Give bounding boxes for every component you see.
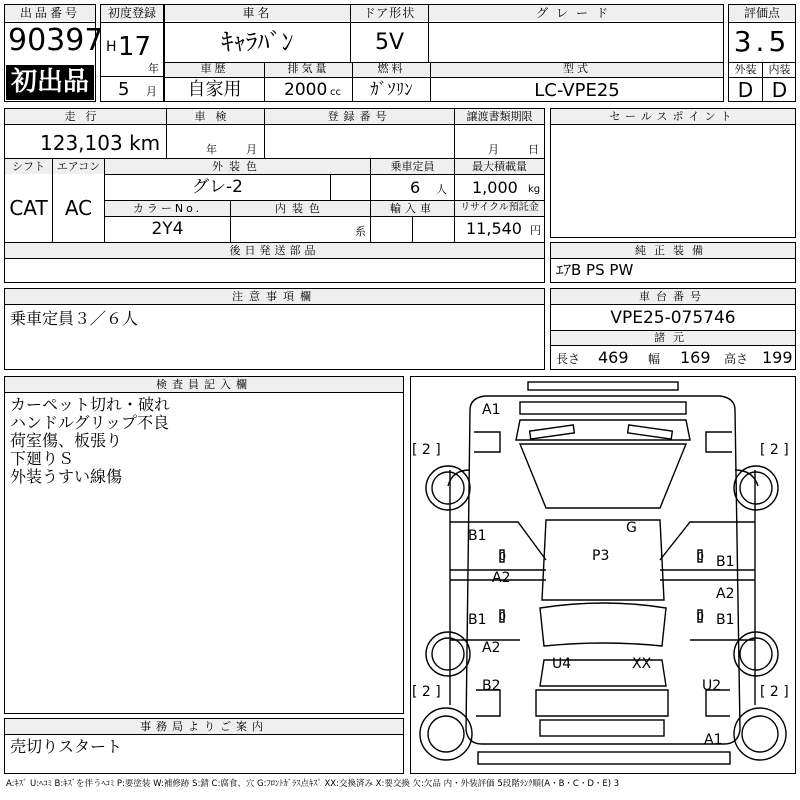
capacity-unit: 人	[436, 183, 447, 196]
damage-mark-b1-left-front: B1	[468, 528, 487, 544]
tire-mark-front-right: [ 2 ]	[760, 442, 789, 458]
handle-mark: 0	[499, 550, 506, 563]
exterior-color-value: グレ-2	[192, 177, 243, 197]
capacity-value: 6	[410, 178, 421, 197]
grade-label: グレード	[429, 5, 723, 21]
exterior-grade: D	[737, 78, 754, 102]
vehicle-diagram	[410, 376, 796, 774]
era: H	[106, 39, 117, 55]
model-label: 型式	[431, 63, 723, 77]
damage-mark-a2-left: A2	[492, 570, 511, 586]
notes-label: 注意事項欄	[5, 289, 544, 304]
transfer-day-unit: 日	[528, 143, 539, 156]
score-value: 3.5	[733, 25, 791, 58]
exterior-label: 外装	[734, 63, 757, 76]
length-value: 469	[598, 348, 629, 367]
history-value: 自家用	[187, 79, 242, 100]
model-value: LC-VPE25	[534, 80, 620, 101]
damage-mark-u2: U2	[702, 678, 722, 694]
damage-mark-b1-left-rear: B1	[468, 612, 487, 628]
damage-mark-a2-left-rear: A2	[482, 640, 501, 656]
inspector-note: カーペット切れ・破れ	[10, 395, 171, 414]
interior-color-label: 内装色	[231, 201, 370, 216]
inspector-notes	[10, 396, 170, 486]
interior-label: 内装	[768, 63, 791, 76]
fuel-value: ｶﾞｿﾘﾝ	[370, 80, 413, 100]
registration-number-label: 登録番号	[265, 109, 454, 124]
max-load-unit: kg	[528, 184, 541, 195]
history-label: 車歴	[165, 63, 264, 77]
height-value: 199	[762, 348, 793, 367]
year-unit: 年	[148, 62, 159, 75]
chassis-number-label: 車台番号	[551, 289, 795, 304]
damage-mark-xx: XX	[632, 656, 652, 672]
inspector-note: ハンドルグリップ不良	[10, 413, 170, 432]
width-label: 幅	[648, 352, 661, 366]
displacement-label: 排気量	[265, 63, 352, 77]
max-load-label: 最大積載量	[455, 159, 544, 174]
registration-year: 17	[118, 32, 152, 62]
recycle-deposit-unit: 円	[530, 224, 541, 237]
color-number-label: カラーNo.	[105, 201, 230, 216]
inspector-label: 検査員記入欄	[5, 377, 403, 392]
interior-color-unit: 系	[355, 225, 366, 238]
capacity-label: 乗車定員	[371, 159, 454, 174]
registration-month: 5	[118, 79, 130, 100]
damage-mark-a1-front: A1	[482, 402, 501, 418]
transfer-deadline-label: 譲渡書類期限	[455, 109, 544, 124]
damage-mark-b2: B2	[482, 678, 501, 694]
month-unit: 月	[146, 85, 157, 98]
inspector-note: 荷室傷、板張り	[10, 431, 123, 450]
equipment-label: 純正装備	[551, 243, 795, 258]
tire-mark-rear-right: [ 2 ]	[760, 684, 789, 700]
shift-label: シフト	[5, 159, 52, 174]
damage-mark-b1-right-rear: B1	[716, 612, 735, 628]
interior-grade: D	[771, 78, 788, 102]
displacement-unit: cc	[330, 87, 341, 98]
fuel-label: 燃料	[353, 63, 430, 77]
damage-mark-a2-right: A2	[716, 586, 735, 602]
damage-mark-a1-rear: A1	[704, 732, 723, 748]
score-label: 評価点	[729, 5, 795, 21]
handle-mark: 0	[499, 610, 506, 623]
equipment-value: ｴｱB PS PW	[556, 261, 634, 279]
length-label: 長さ	[556, 352, 581, 366]
inspector-note: 外装うすい線傷	[10, 467, 123, 486]
door-value: 5V	[374, 30, 405, 55]
damage-mark-b1-right-front: B1	[716, 554, 735, 570]
dimensions-label: 諸元	[551, 331, 795, 345]
office-value: 売切りスタート	[10, 737, 123, 756]
tire-mark-rear-left: [ 2 ]	[412, 684, 441, 700]
first-listing-badge: 初出品	[6, 65, 94, 100]
door-label: ドア形状	[351, 5, 428, 21]
handle-mark: 0	[697, 610, 704, 623]
lot-number-label: 出品番号	[5, 5, 95, 21]
inspection-label: 車検	[167, 109, 264, 124]
office-label: 事務局よりご案内	[5, 719, 403, 734]
damage-mark-p3: P3	[592, 548, 610, 564]
mileage-value: 123,103 km	[40, 131, 161, 155]
notes-value: 乗車定員３／６人	[10, 309, 139, 328]
tire-mark-front-left: [ 2 ]	[412, 442, 441, 458]
inspection-year-unit: 年	[206, 143, 217, 156]
lot-number: 90397	[8, 23, 104, 58]
max-load-value: 1,000	[472, 178, 518, 197]
damage-mark-g: G	[626, 520, 637, 536]
recycle-deposit-label: リサイクル預託金	[455, 201, 544, 216]
sales-points-label: セールスポイント	[551, 109, 795, 124]
aircon-label: エアコン	[53, 159, 104, 174]
recycle-deposit-value: 11,540	[466, 219, 522, 238]
first-registration-label: 初度登録	[101, 5, 163, 21]
import-label: 輸入車	[371, 201, 454, 216]
mileage-label: 走行	[5, 109, 166, 124]
legend: A:ｷｽﾞ U:ﾍｺﾐ B:ｷｽﾞを伴うﾍｺﾐ P:要塗装 W:補修跡 S:錆 C:腐食、穴 G:ﾌﾛﾝﾄｶﾞﾗｽ点ｷｽﾞ XX:交換済み X:要交換 欠:欠品 内・外装評価 5段階ﾗﾝｸ順(A・B・C・D・E) 3	[6, 779, 620, 789]
car-name: ｷｬﾗﾊﾞﾝ	[221, 28, 294, 56]
width-value: 169	[680, 348, 711, 367]
sales-points-box	[550, 108, 796, 238]
shift-value: CAT	[9, 196, 48, 220]
car-name-label: 車名	[165, 5, 350, 21]
transfer-month-unit: 月	[488, 143, 499, 156]
exterior-color-label: 外装色	[105, 159, 370, 174]
inspector-note: 下廻りＳ	[10, 449, 75, 468]
later-parts-label: 後日発送部品	[5, 243, 544, 258]
inspection-month-unit: 月	[246, 143, 257, 156]
chassis-number-value: VPE25-075746	[610, 308, 736, 328]
aircon-value: AC	[64, 196, 93, 220]
damage-mark-u4: U4	[552, 656, 572, 672]
displacement-value: 2000	[284, 80, 328, 100]
handle-mark: 0	[697, 550, 704, 563]
height-label: 高さ	[724, 352, 749, 366]
color-number-value: 2Y4	[151, 219, 184, 239]
